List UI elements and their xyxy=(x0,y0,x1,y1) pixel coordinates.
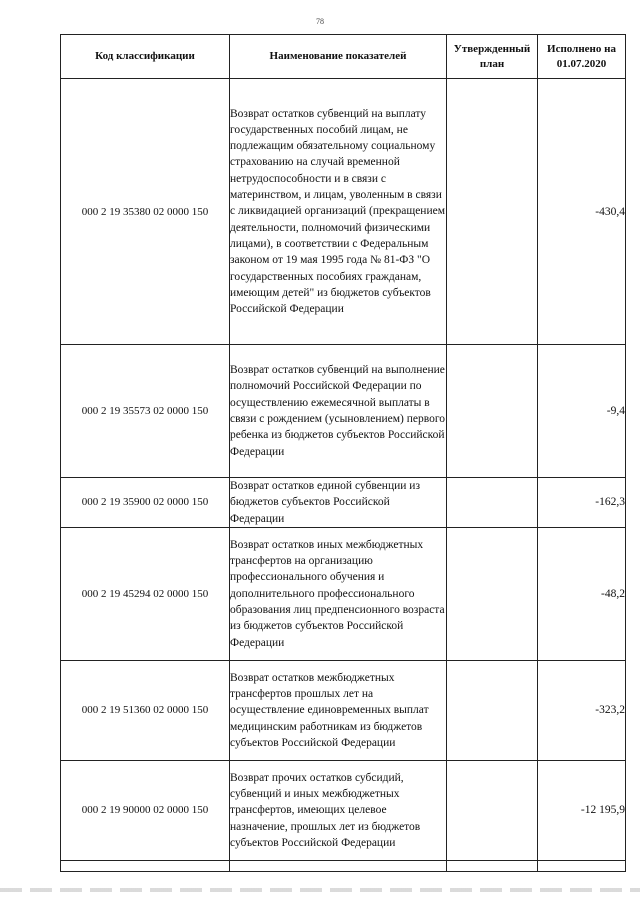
row-executed: -323,2 xyxy=(538,660,626,760)
table-row xyxy=(61,760,626,860)
header-plan: Утвержденный план xyxy=(447,35,538,79)
table-row xyxy=(61,79,626,345)
table-row xyxy=(61,345,626,478)
row-name: Возврат остатков иных межбюджетных трансфертов на организацию профессионального обучения и дополнительного профессионального образования лиц предпенсионного возраста из бюджетов субъектов Российской Федерации xyxy=(230,527,447,660)
row-name: Возврат остатков единой субвенции из бюджетов субъектов Российской Федерации xyxy=(230,478,447,528)
header-code: Код классификации xyxy=(61,35,230,79)
empty-cell xyxy=(447,860,538,871)
row-name: Возврат прочих остатков субсидий, субвенций и иных межбюджетных трансфертов, имеющих целевое назначение, прошлых лет из бюджетов субъектов Российской Федерации xyxy=(230,760,447,860)
row-plan xyxy=(447,79,538,345)
table-row xyxy=(61,478,626,528)
table-header-row xyxy=(61,35,626,79)
row-code: 000 2 19 35900 02 0000 150 xyxy=(61,478,230,528)
empty-cell xyxy=(538,860,626,871)
row-plan xyxy=(447,345,538,478)
row-executed: -430,4 xyxy=(538,79,626,345)
header-name: Наименование показателей xyxy=(230,35,447,79)
row-code: 000 2 19 45294 02 0000 150 xyxy=(61,527,230,660)
table-row-empty xyxy=(61,860,626,871)
row-plan xyxy=(447,478,538,528)
empty-cell xyxy=(61,860,230,871)
budget-table xyxy=(60,34,626,872)
row-name: Возврат остатков субвенций на выплату государственных пособий лицам, не подлежащим обязательному социальному страхованию на случай временной нетрудоспособности и в связи с материнством, и лицам, уволенным в связи с ликвидацией организаций (прекращением деятельности, полномочий физическими лицами), в соответствии с Федеральным законом от 19 мая 1995 года № 81-ФЗ "О государственных пособиях гражданам, имеющим детей" из бюджетов субъектов Российской Федерации xyxy=(230,79,447,345)
row-plan xyxy=(447,760,538,860)
page-number: 78 xyxy=(316,17,324,26)
row-code: 000 2 19 51360 02 0000 150 xyxy=(61,660,230,760)
row-code: 000 2 19 35380 02 0000 150 xyxy=(61,79,230,345)
row-code: 000 2 19 90000 02 0000 150 xyxy=(61,760,230,860)
row-code: 000 2 19 35573 02 0000 150 xyxy=(61,345,230,478)
row-executed: -9,4 xyxy=(538,345,626,478)
table-row xyxy=(61,527,626,660)
empty-cell xyxy=(230,860,447,871)
row-executed: -48,2 xyxy=(538,527,626,660)
row-name: Возврат остатков межбюджетных трансфертов прошлых лет на осуществление единовременных выплат медицинским работникам из бюджетов субъектов Российской Федерации xyxy=(230,660,447,760)
header-executed: Исполнено на 01.07.2020 xyxy=(538,35,626,79)
table-row xyxy=(61,660,626,760)
row-plan xyxy=(447,660,538,760)
row-executed: -162,3 xyxy=(538,478,626,528)
row-plan xyxy=(447,527,538,660)
row-name: Возврат остатков субвенций на выполнение полномочий Российской Федерации по осуществлению ежемесячной выплаты в связи с рождением (усыновлением) первого ребенка из бюджетов субъектов Российской Федерации xyxy=(230,345,447,478)
row-executed: -12 195,9 xyxy=(538,760,626,860)
scan-artifact xyxy=(0,888,640,892)
